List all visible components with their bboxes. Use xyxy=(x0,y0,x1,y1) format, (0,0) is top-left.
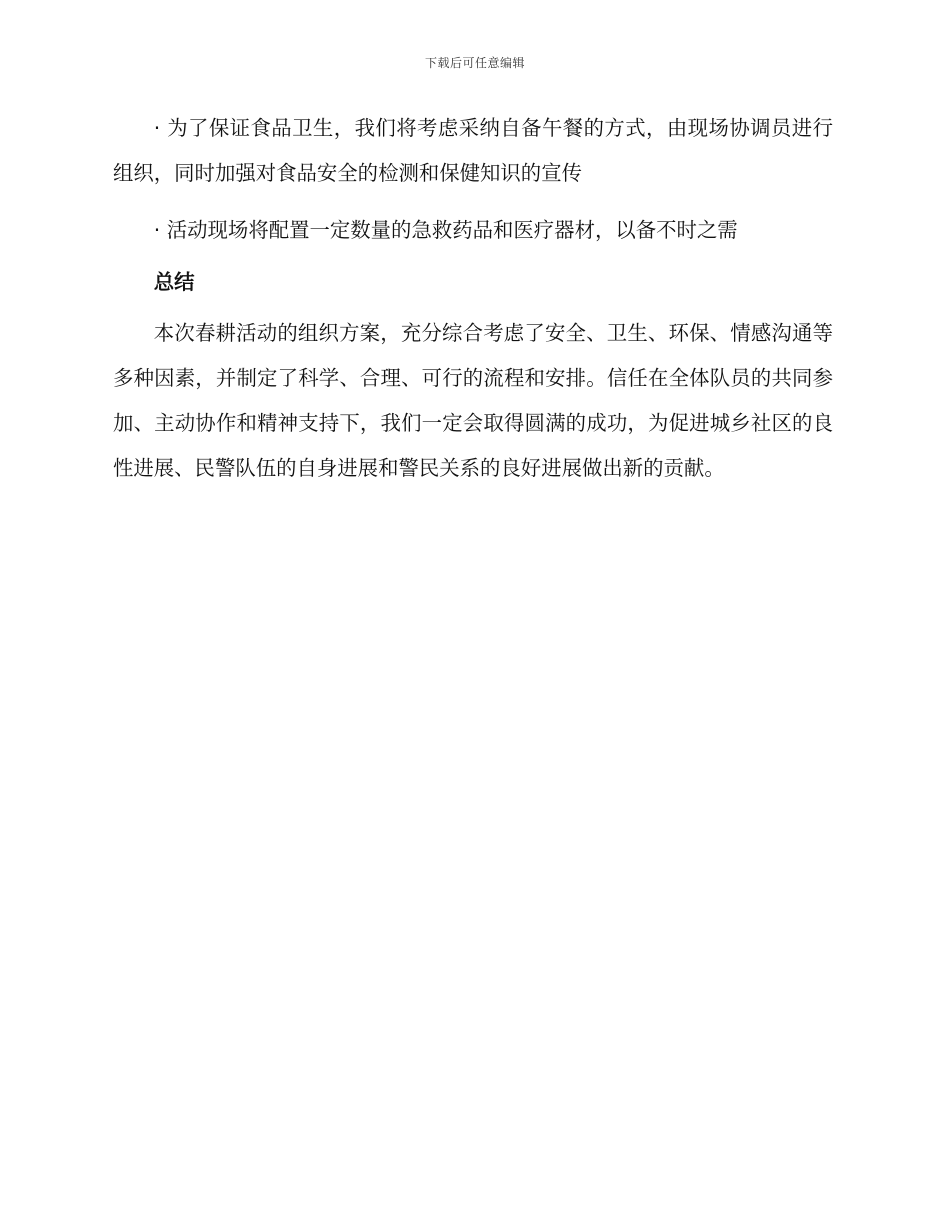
summary-heading: 总结 xyxy=(153,270,195,294)
bullet-paragraph-food-hygiene: · 为了保证食品卫生，我们将考虑采纳自备午餐的方式，由现场协调员进行组织，同时加强对食品安全的检测和保健知识的宣传 xyxy=(113,116,833,185)
summary-paragraph: 本次春耕活动的组织方案，充分综合考虑了安全、卫生、环保、情感沟通等多种因素，并制定了科学、合理、可行的流程和安排。信任在全体队员的共同参加、主动协作和精神支持下，我们一定会取得圆满的成功，为促进城乡社区的良性进展、民警队伍的自身进展和警民关系的良好进展做出新的贡献。 xyxy=(113,321,833,480)
document-body xyxy=(113,106,833,491)
bullet-paragraph-first-aid: · 活动现场将配置一定数量的急救药品和医疗器材，以备不时之需 xyxy=(153,218,738,242)
page-header-note: 下载后可任意编辑 xyxy=(424,56,525,70)
